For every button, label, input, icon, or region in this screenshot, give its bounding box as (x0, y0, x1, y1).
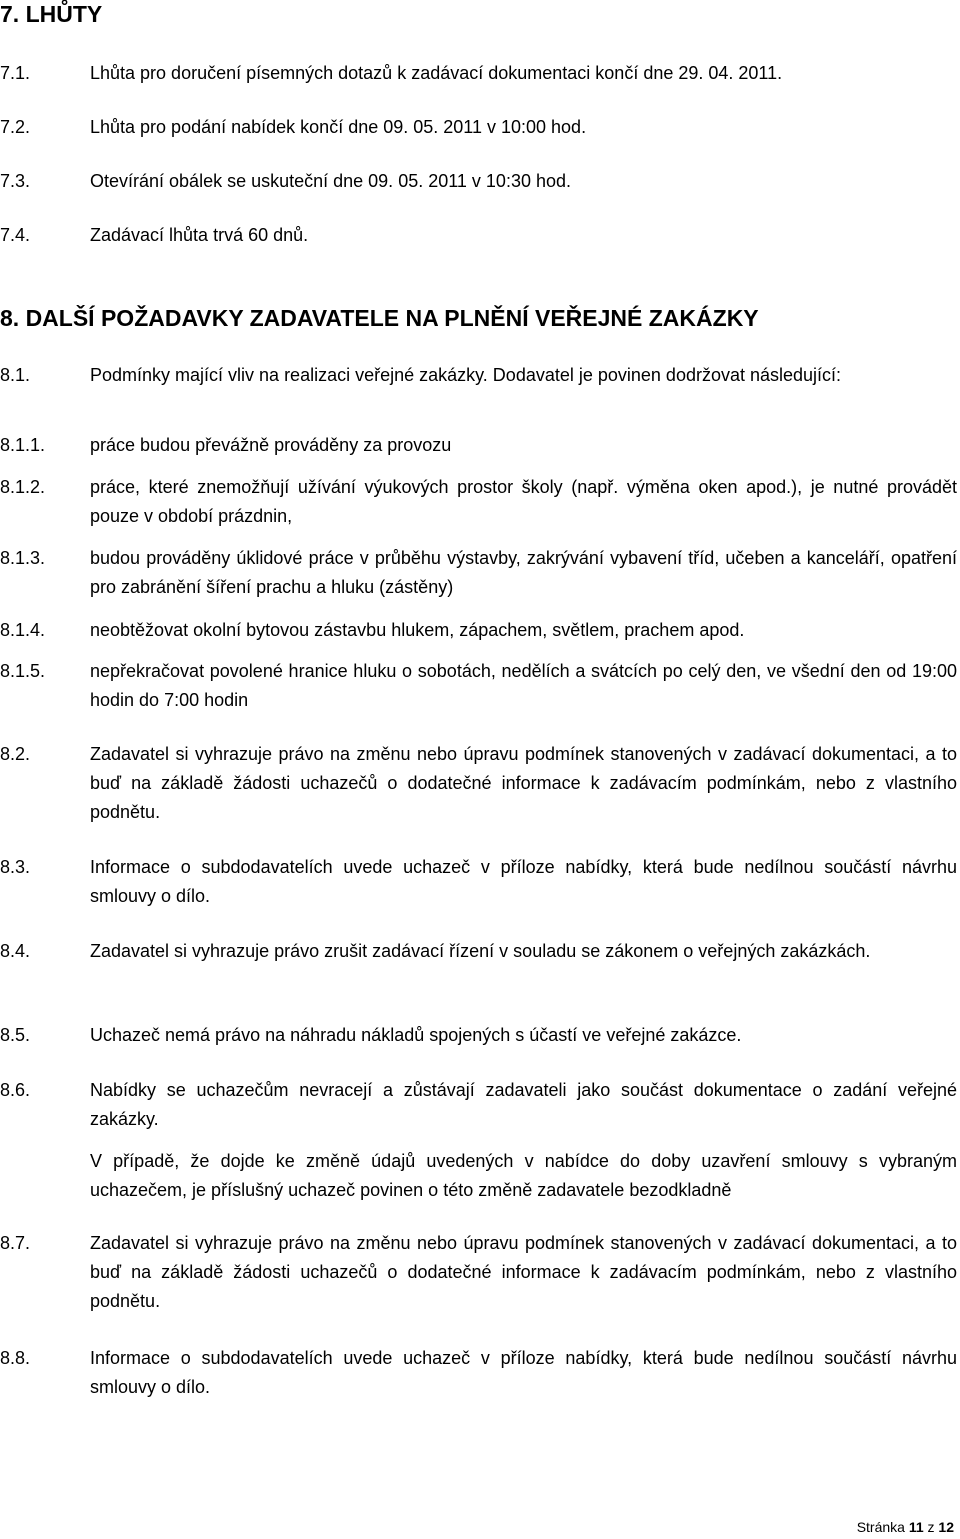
item-text: budou prováděny úklidové práce v průběhu výstavby, zakrývání vybavení tříd, učeben a kanceláří, opatření pro zabránění šíření prachu a hluku (zástěny) (90, 548, 957, 597)
item-8-1-5 (0, 657, 957, 715)
current-page-number: 11 (908, 1519, 924, 1535)
item-7-3 (0, 167, 957, 196)
item-text: Zadávací lhůta trvá 60 dnů. (90, 225, 309, 245)
item-text: Informace o subdodavatelích uvede uchazeč v příloze nabídky, která bude nedílnou součástí návrhu smlouvy o dílo. (90, 857, 957, 906)
item-text: Zadavatel si vyhrazuje právo na změnu nebo úpravu podmínek stanovených v zadávací dokumentaci, a to buď na základě žádosti uchazečů o dodatečné informace k zadávacím podmínkám, nebo z vlastního podnětu. (90, 744, 957, 822)
item-number: 8.8. (0, 1348, 31, 1368)
item-text: Lhůta pro podání nabídek končí dne 09. 05. 2011 v 10:00 hod. (90, 117, 587, 137)
item-number: 7.2. (0, 117, 31, 137)
item-text: Lhůta pro doručení písemných dotazů k zadávací dokumentaci končí dne 29. 04. 2011. (90, 63, 783, 83)
item-text: nepřekračovat povolené hranice hluku o sobotách, nedělích a svátcích po celý den, ve všední den od 19:00 hodin do 7:00 hodin (90, 661, 957, 710)
item-8-1-1 (0, 431, 957, 460)
item-text: práce, které znemožňují užívání výukových prostor školy (např. výměna oken apod.), je nutné provádět pouze v období prázdnin, (90, 477, 957, 526)
page-footer (857, 1518, 954, 1536)
item-number: 8.1.1. (0, 435, 46, 455)
item-text: neobtěžovat okolní bytovou zástavbu hlukem, zápachem, světlem, prachem apod. (90, 620, 745, 640)
item-number: 7.1. (0, 63, 31, 83)
item-number: 8.2. (0, 744, 31, 764)
item-text: Zadavatel si vyhrazuje právo zrušit zadávací řízení v souladu se zákonem o veřejných zakázkách. (90, 941, 871, 961)
page-separator: z (927, 1519, 935, 1535)
item-number: 8.1.5. (0, 661, 46, 681)
item-text: Informace o subdodavatelích uvede uchazeč v příloze nabídky, která bude nedílnou součástí návrhu smlouvy o dílo. (90, 1348, 957, 1397)
item-number: 8.7. (0, 1233, 31, 1253)
item-text: Nabídky se uchazečům nevracejí a zůstávají zadavateli jako součást dokumentace o zadání veřejné zakázky. (90, 1080, 957, 1129)
item-number: 8.5. (0, 1025, 31, 1045)
item-8-1-2 (0, 473, 957, 531)
total-pages-number: 12 (938, 1519, 954, 1535)
section-7-title: 7. LHŮTY (0, 1, 103, 27)
item-text: Podmínky mající vliv na realizaci veřejné zakázky. Dodavatel je povinen dodržovat následující: (90, 365, 842, 385)
item-number: 8.3. (0, 857, 31, 877)
item-number: 8.1.4. (0, 620, 46, 640)
item-number: 7.3. (0, 171, 31, 191)
section-8-title: 8. DALŠÍ POŽADAVKY ZADAVATELE NA PLNĚNÍ VEŘEJNÉ ZAKÁZKY (0, 305, 759, 331)
item-7-2 (0, 113, 957, 142)
item-8-8 (0, 1344, 957, 1402)
item-8-2 (0, 740, 957, 827)
item-8-1-3 (0, 544, 957, 602)
item-text: práce budou převážně prováděny za provozu (90, 435, 452, 455)
item-number: 8.4. (0, 941, 31, 961)
item-8-5 (0, 1021, 957, 1050)
item-number: 8.1.2. (0, 477, 46, 497)
item-8-4 (0, 937, 957, 966)
item-text: V případě, že dojde ke změně údajů uvedených v nabídce do doby uzavření smlouvy s vybraným uchazečem, je příslušný uchazeč povinen o této změně zadavatele bezodkladně (90, 1151, 957, 1200)
item-8-3 (0, 853, 957, 911)
item-8-6 (0, 1076, 957, 1134)
item-7-1 (0, 59, 957, 88)
item-number: 8.6. (0, 1080, 31, 1100)
item-7-4 (0, 221, 957, 250)
item-8-1 (0, 361, 957, 390)
item-number: 8.1.3. (0, 548, 46, 568)
item-text: Zadavatel si vyhrazuje právo na změnu nebo úpravu podmínek stanovených v zadávací dokumentaci, a to buď na základě žádosti uchazečů o dodatečné informace k zadávacím podmínkám, nebo z vlastního podnětu. (90, 1233, 957, 1311)
item-number: 7.4. (0, 225, 31, 245)
item-8-1-4 (0, 616, 957, 645)
item-number: 8.1. (0, 365, 31, 385)
item-text: Otevírání obálek se uskuteční dne 09. 05. 2011 v 10:30 hod. (90, 171, 571, 191)
page-label: Stránka (856, 1519, 905, 1535)
item-8-6-continuation (0, 1147, 957, 1205)
item-text: Uchazeč nemá právo na náhradu nákladů spojených s účastí ve veřejné zakázce. (90, 1025, 742, 1045)
item-8-7 (0, 1229, 957, 1316)
